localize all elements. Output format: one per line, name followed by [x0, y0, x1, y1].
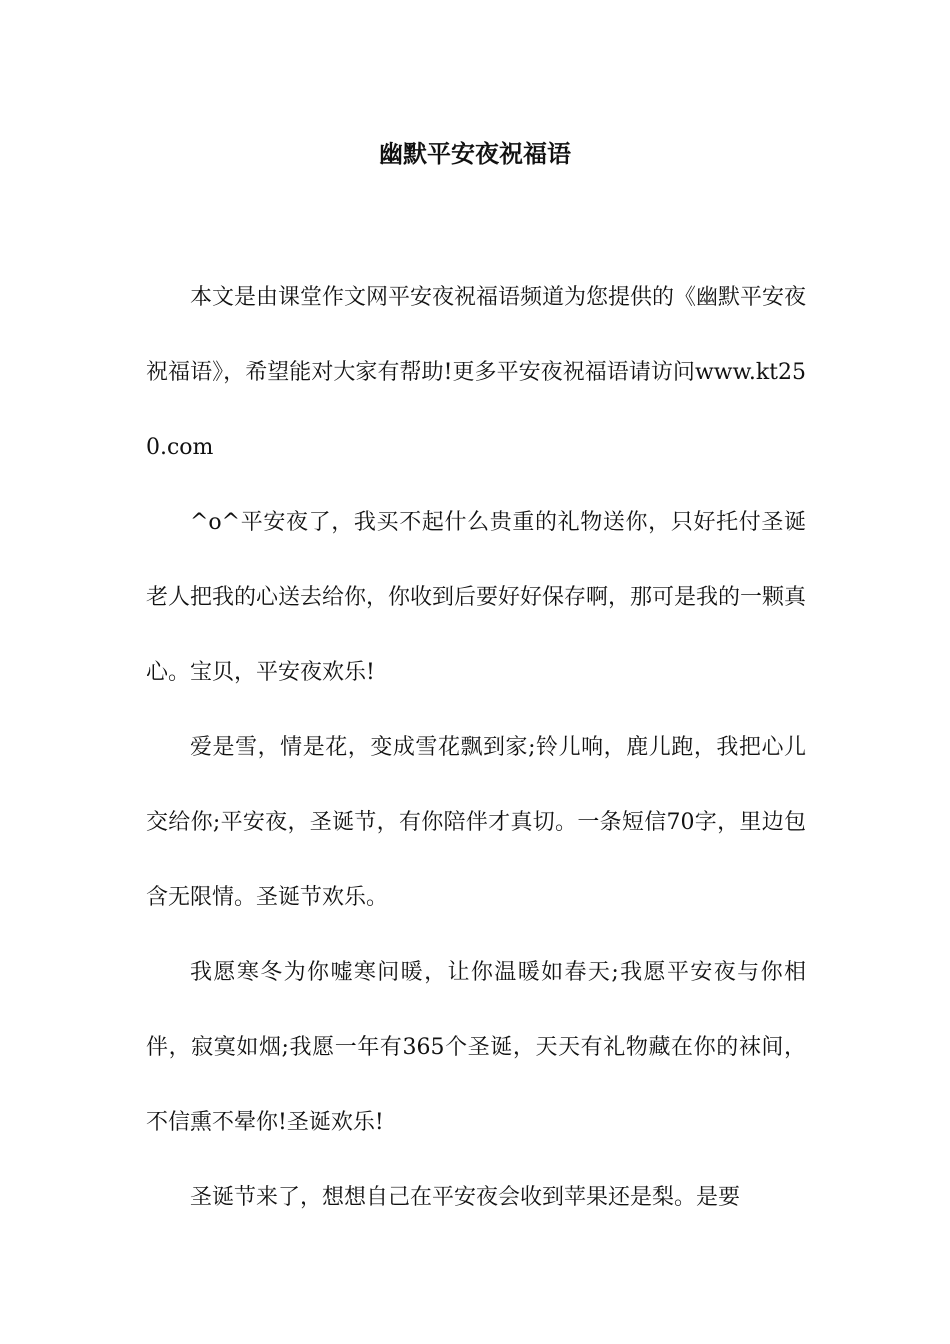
paragraph-blessing-1: ^o^平安夜了，我买不起什么贵重的礼物送你，只好托付圣诞老人把我的心送去给你，你收到后要好好保存啊，那可是我的一颗真心。宝贝，平安夜欢乐!	[146, 510, 807, 685]
paragraph-intro: 本文是由课堂作文网平安夜祝福语频道为您提供的《幽默平安夜祝福语》，希望能对大家有帮助!更多平安夜祝福语请访问www.kt250.com	[146, 285, 807, 460]
paragraph-blessing-4: 圣诞节来了，想想自己在平安夜会收到苹果还是梨。是要	[190, 1185, 741, 1210]
document-title: 幽默平安夜祝福语	[379, 139, 571, 168]
paragraph-blessing-2: 爱是雪，情是花，变成雪花飘到家;铃儿响，鹿儿跑，我把心儿交给你;平安夜，圣诞节，有你陪伴才真切。一条短信70字，里边包含无限情。圣诞节欢乐。	[146, 735, 806, 910]
paragraph-blessing-3: 我愿寒冬为你嘘寒问暖，让你温暖如春天;我愿平安夜与你相伴，寂寞如烟;我愿一年有365个圣诞，天天有礼物藏在你的袜间，不信熏不晕你!圣诞欢乐!	[146, 960, 806, 1135]
document-body	[146, 260, 806, 1235]
